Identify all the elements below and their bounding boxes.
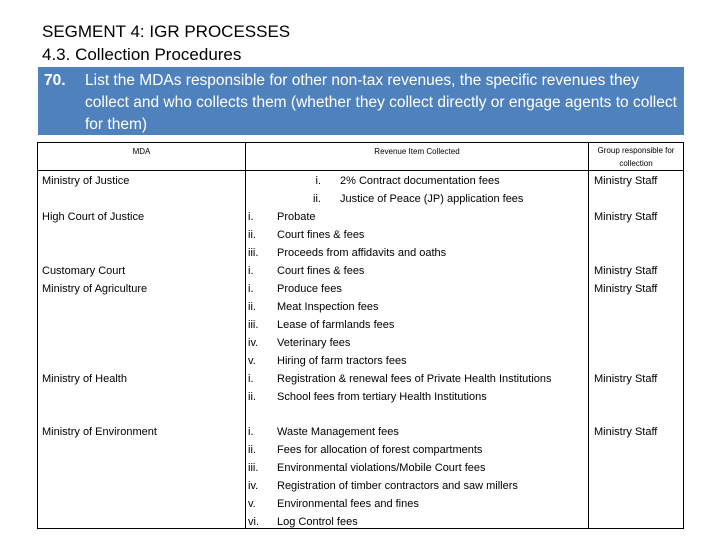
revenue-item-number: i. (248, 211, 254, 223)
revenue-item-number: i. (248, 265, 254, 277)
revenue-item-number: v. (248, 498, 256, 510)
revenue-item-number: i. (248, 426, 254, 438)
revenue-item-number: vi. (248, 516, 259, 528)
revenue-item-number: iii. (248, 319, 259, 331)
revenue-item: Court fines & fees (277, 229, 365, 241)
column-divider (245, 143, 246, 528)
group-responsible: Ministry Staff (594, 211, 658, 223)
revenue-item: Justice of Peace (JP) application fees (340, 193, 524, 205)
mda-name: High Court of Justice (42, 211, 145, 223)
revenue-item: Produce fees (277, 283, 342, 295)
revenue-item: Meat Inspection fees (277, 301, 379, 313)
revenue-item: Veterinary fees (277, 337, 351, 349)
revenue-item-number: iv. (248, 337, 259, 349)
revenue-item-number: ii. (248, 301, 256, 313)
revenue-item: Log Control fees (277, 516, 358, 528)
header-mda: MDA (132, 147, 151, 156)
revenue-item: Environmental violations/Mobile Court fees (277, 462, 486, 474)
revenue-item-number: ii. (248, 229, 256, 241)
revenue-item: Registration of timber contractors and saw millers (277, 480, 518, 492)
revenue-item: Fees for allocation of forest compartments (277, 444, 483, 456)
revenue-item: Waste Management fees (277, 426, 399, 438)
revenue-item: 2% Contract documentation fees (340, 175, 500, 187)
revenue-item: Environmental fees and fines (277, 498, 419, 510)
revenue-item: Proceeds from affidavits and oaths (277, 247, 447, 259)
mda-name: Ministry of Agriculture (42, 283, 148, 295)
mda-name: Customary Court (42, 265, 126, 277)
revenue-item: Lease of farmlands fees (277, 319, 395, 331)
group-responsible: Ministry Staff (594, 265, 658, 277)
header-group-responsible: Group responsible for collection (597, 146, 675, 168)
group-responsible: Ministry Staff (594, 426, 658, 438)
group-responsible: Ministry Staff (594, 373, 658, 385)
revenue-item-number: iii. (248, 247, 259, 259)
revenue-item-number: i. (248, 283, 254, 295)
question-text: List the MDAs responsible for other non-tax revenues, the specific revenues they collect and who collects them (whether they collect directly or engage agents to collect for them) (85, 72, 677, 133)
group-responsible: Ministry Staff (594, 283, 658, 295)
header-divider (38, 170, 683, 171)
section-title: 4.3. Collection Procedures (42, 45, 242, 64)
revenue-item-number: ii. (313, 193, 321, 205)
question-box (38, 67, 684, 135)
revenue-item-number: i. (315, 175, 321, 187)
revenue-item-number: v. (248, 355, 256, 367)
segment-title: SEGMENT 4: IGR PROCESSES (42, 22, 291, 41)
revenue-item: Registration & renewal fees of Private Health Institutions (277, 373, 552, 385)
mda-name: Ministry of Justice (42, 175, 130, 187)
revenue-item: Court fines & fees (277, 265, 365, 277)
mda-name: Ministry of Health (42, 373, 127, 385)
revenue-item: Hiring of farm tractors fees (277, 355, 407, 367)
mda-name: Ministry of Environment (42, 426, 157, 438)
revenue-item: School fees from tertiary Health Institutions (277, 391, 487, 403)
revenue-table (37, 142, 684, 529)
revenue-item-number: iii. (248, 462, 259, 474)
group-responsible: Ministry Staff (594, 175, 658, 187)
revenue-item-number: ii. (248, 391, 256, 403)
column-divider (588, 143, 589, 528)
revenue-item-number: i. (248, 373, 254, 385)
question-number: 70. (44, 72, 66, 89)
header-revenue-item: Revenue Item Collected (374, 147, 460, 156)
revenue-item-number: ii. (248, 444, 256, 456)
revenue-item-number: iv. (248, 480, 259, 492)
revenue-item: Probate (277, 211, 316, 223)
